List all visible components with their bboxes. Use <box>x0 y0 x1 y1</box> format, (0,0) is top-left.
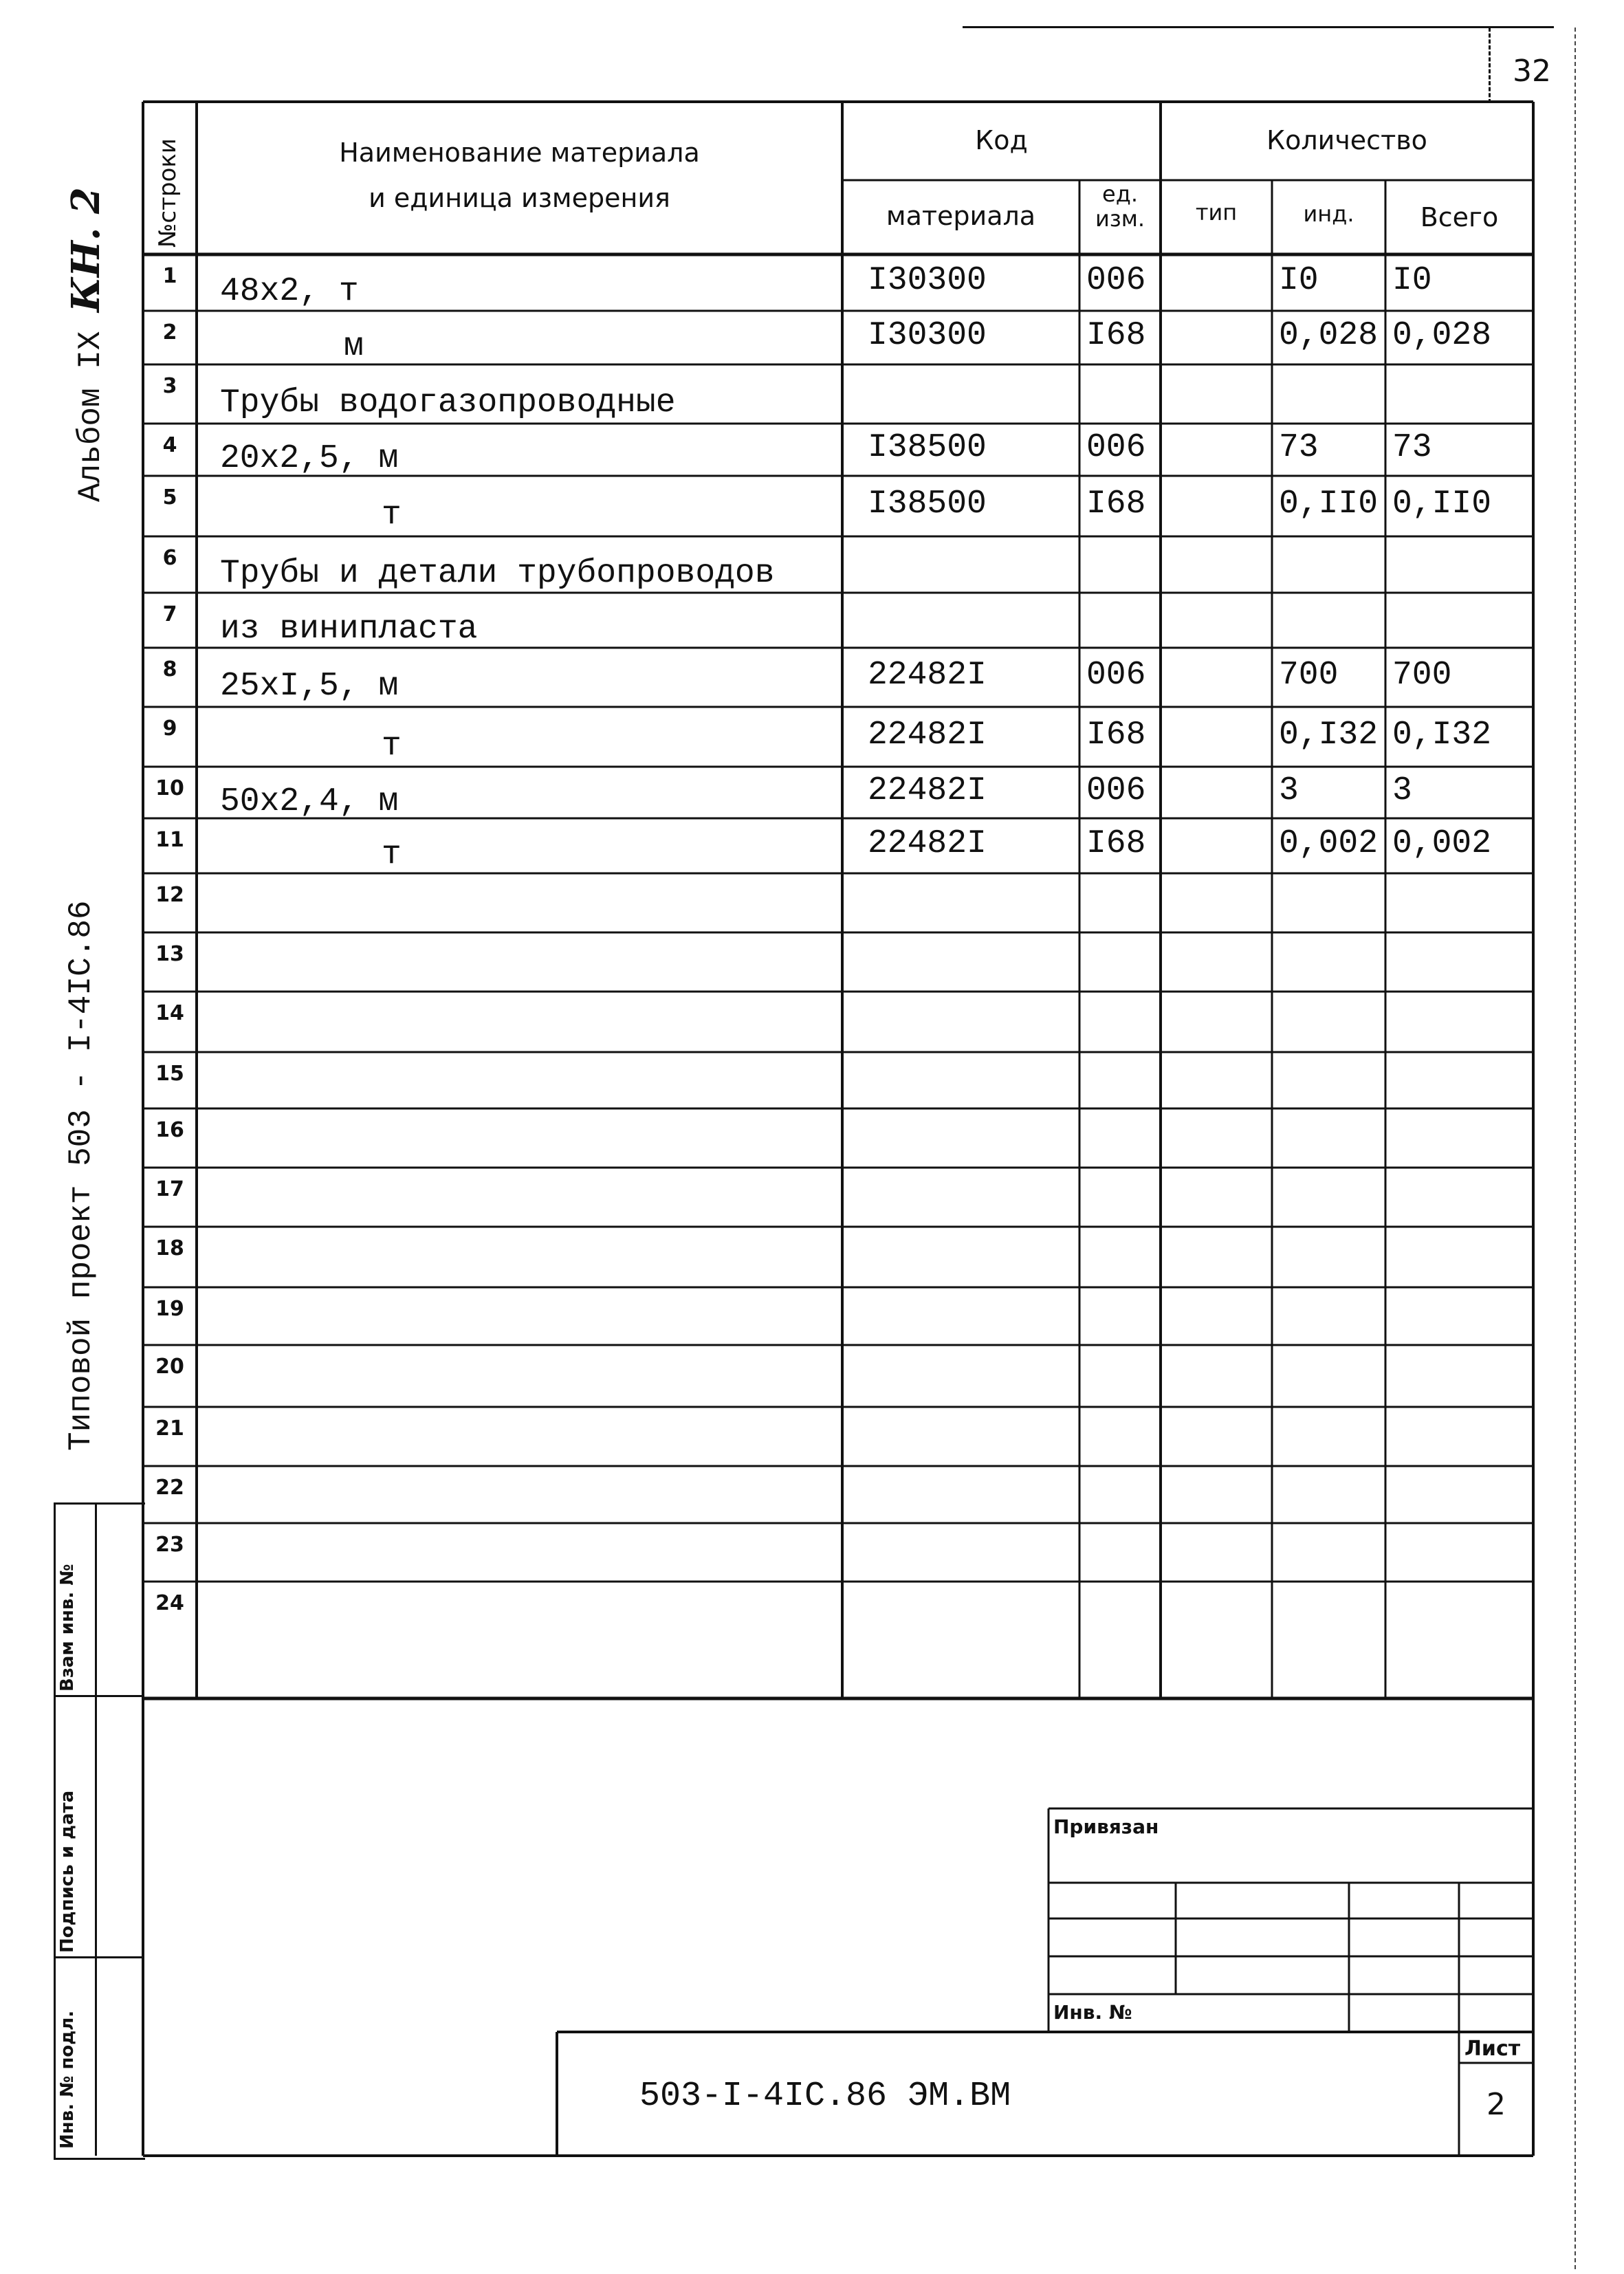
row-number: 23 <box>155 1533 184 1557</box>
privyazan-label: Привязан <box>1053 1815 1159 1838</box>
table-row <box>0 1582 1624 1640</box>
table-row <box>0 1345 1624 1407</box>
table-row <box>0 818 1624 873</box>
row-name: Трубы водогазопроводные <box>220 384 676 422</box>
row-name: т <box>382 728 402 765</box>
album-label: Альбом IX <box>73 331 109 502</box>
table-row <box>0 1227 1624 1287</box>
col-code: Код <box>975 125 1028 155</box>
row-ind: 3 <box>1279 772 1299 809</box>
row-total: 0,II0 <box>1392 485 1492 523</box>
row-number: 14 <box>155 1001 184 1025</box>
table-row <box>0 311 1624 364</box>
row-number: 7 <box>162 602 177 626</box>
row-total: I0 <box>1392 262 1432 299</box>
row-total: 0,028 <box>1392 317 1492 354</box>
stamp-inv-vzam: Взам инв. № <box>57 1564 78 1692</box>
row-name: 50х2,4, м <box>220 783 399 820</box>
table-row <box>0 1407 1624 1466</box>
row-number: 16 <box>155 1118 184 1142</box>
row-number: 10 <box>155 776 184 800</box>
row-unit: I68 <box>1086 485 1146 523</box>
col-qty: Количество <box>1266 125 1427 155</box>
row-code: I38500 <box>868 429 987 466</box>
col-qty-total: Всего <box>1420 202 1499 232</box>
stamp-sign-date: Подпись и дата <box>57 1790 78 1953</box>
row-name: т <box>382 836 402 873</box>
row-number: 6 <box>162 546 177 570</box>
row-code: I30300 <box>868 317 987 354</box>
row-number: 8 <box>162 657 177 681</box>
top-sheet-number: 32 <box>1513 54 1551 89</box>
row-name: м <box>344 328 364 365</box>
col-code-unit: ед. изм. <box>1095 181 1145 232</box>
row-unit: 006 <box>1086 657 1146 694</box>
col-qty-type: тип <box>1195 199 1238 226</box>
table-row <box>0 1108 1624 1168</box>
row-ind: 700 <box>1279 657 1339 694</box>
row-unit: 006 <box>1086 772 1146 809</box>
stamp-inv-podl: Инв. № подл. <box>57 2010 78 2149</box>
row-number: 22 <box>155 1476 184 1500</box>
row-ind: 0,002 <box>1279 825 1379 862</box>
table-row <box>0 254 1624 311</box>
table-row <box>0 992 1624 1052</box>
col-name-line2: и единица измерения <box>369 183 670 213</box>
row-number: 3 <box>162 374 177 398</box>
album-handwritten: КН. 2 <box>63 187 109 312</box>
row-unit: I68 <box>1086 717 1146 754</box>
row-number: 13 <box>155 942 184 966</box>
sheet-label: Лист <box>1464 2037 1521 2061</box>
table-row <box>0 767 1624 818</box>
row-number: 21 <box>155 1417 184 1441</box>
row-ind: 0,I32 <box>1279 717 1379 754</box>
row-unit: I68 <box>1086 317 1146 354</box>
table-row <box>0 364 1624 424</box>
row-code: I38500 <box>868 485 987 523</box>
table-row <box>0 648 1624 707</box>
row-number: 1 <box>162 264 177 288</box>
col-qty-ind: инд. <box>1303 201 1354 227</box>
table-row <box>0 1168 1624 1227</box>
row-name: 48х2, т <box>220 273 359 310</box>
table-row <box>0 873 1624 932</box>
project-title: Типовой проект 503 - I-4IC.86 <box>63 900 99 1451</box>
row-unit: 006 <box>1086 262 1146 299</box>
row-number: 18 <box>155 1236 184 1260</box>
row-code: I30300 <box>868 262 987 299</box>
row-number: 19 <box>155 1297 184 1321</box>
row-ind: 0,II0 <box>1279 485 1379 523</box>
row-ind: 0,028 <box>1279 317 1379 354</box>
row-total: 700 <box>1392 657 1452 694</box>
row-code: 22482I <box>868 772 987 809</box>
table-row <box>0 707 1624 767</box>
table-row <box>0 1466 1624 1523</box>
table-row <box>0 1052 1624 1108</box>
row-unit: I68 <box>1086 825 1146 862</box>
row-number: 4 <box>162 433 177 457</box>
table-row <box>0 593 1624 648</box>
sheet-number: 2 <box>1486 2087 1506 2122</box>
col-name-line1: Наименование материала <box>339 138 700 168</box>
col-row-no: №строки <box>154 138 182 248</box>
table-row <box>0 932 1624 992</box>
row-total: 73 <box>1392 429 1432 466</box>
row-number: 11 <box>155 828 184 852</box>
table-row <box>0 1523 1624 1582</box>
document-designation: 503-I-4IC.86 ЭМ.ВМ <box>639 2077 1011 2116</box>
table-row <box>0 1287 1624 1345</box>
row-ind: I0 <box>1279 262 1319 299</box>
row-number: 24 <box>155 1591 184 1615</box>
row-number: 15 <box>155 1062 184 1086</box>
row-total: 0,002 <box>1392 825 1492 862</box>
row-name: 25хI,5, м <box>220 668 399 705</box>
table-row <box>0 536 1624 593</box>
row-name: из винипласта <box>220 611 478 648</box>
row-total: 3 <box>1392 772 1412 809</box>
col-code-material: материала <box>886 201 1036 231</box>
row-name: 20х2,5, м <box>220 440 399 477</box>
row-number: 5 <box>162 485 177 510</box>
row-unit: 006 <box>1086 429 1146 466</box>
row-number: 9 <box>162 717 177 741</box>
row-number: 20 <box>155 1355 184 1379</box>
row-total: 0,I32 <box>1392 717 1492 754</box>
table-row <box>0 476 1624 536</box>
row-name: Трубы и детали трубопроводов <box>220 555 775 592</box>
row-code: 22482I <box>868 717 987 754</box>
inv-no-label: Инв. № <box>1053 2001 1132 2024</box>
row-number: 2 <box>162 320 177 345</box>
row-name: т <box>382 496 402 534</box>
row-code: 22482I <box>868 825 987 862</box>
row-number: 12 <box>155 883 184 907</box>
row-ind: 73 <box>1279 429 1319 466</box>
table-row <box>0 424 1624 476</box>
row-code: 22482I <box>868 657 987 694</box>
row-number: 17 <box>155 1177 184 1201</box>
